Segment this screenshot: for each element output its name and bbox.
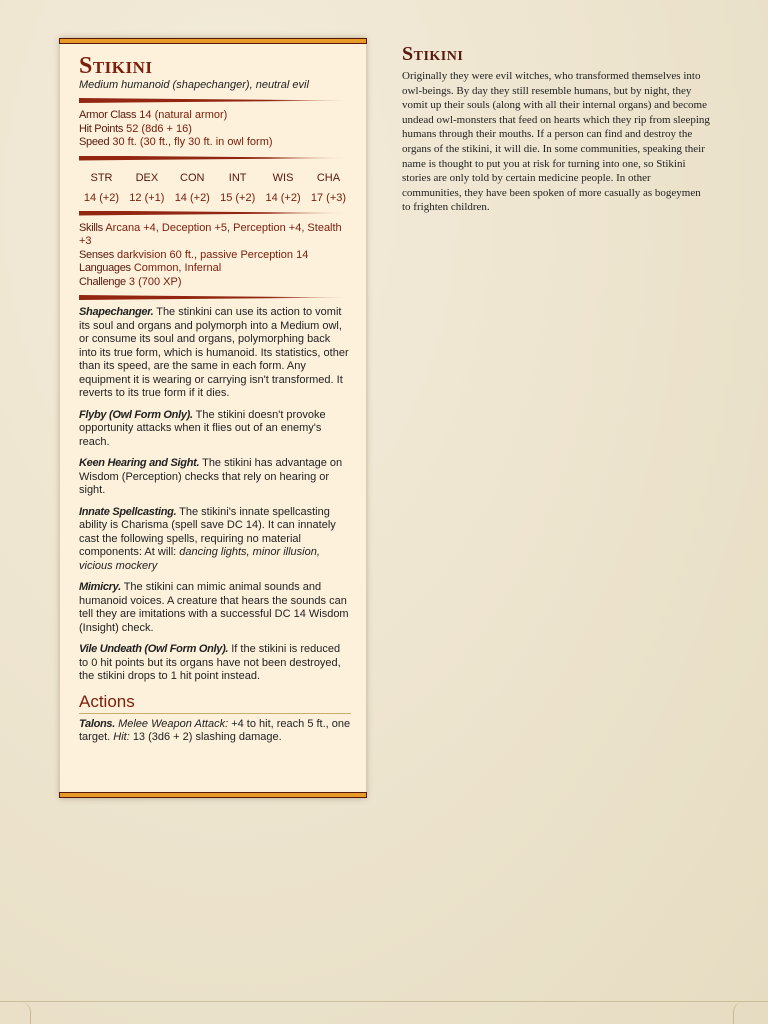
challenge: Challenge 3 (700 XP) — [79, 275, 182, 288]
trait-keen-senses: Keen Hearing and Sight. The stikini has advantage on Wisdom (Perception) checks that rely on hearing or sight. — [79, 457, 343, 496]
lore-title: Stikini — [402, 43, 464, 65]
ability-int: INT 15 (+2) — [220, 171, 256, 204]
armor-class: Armor Class 14 (natural armor) — [79, 109, 228, 121]
ability-con: CON 14 (+2) — [174, 171, 210, 204]
ability-str: STR 14 (+2) — [83, 171, 120, 204]
divider — [79, 295, 351, 300]
ability-scores — [79, 167, 351, 205]
ability-dex: DEX 12 (+1) — [129, 171, 165, 204]
skills: Skills Arcana +4, Deception +5, Perception +4, Stealth +3 — [79, 221, 342, 247]
ability-cha: CHA 17 (+3) — [310, 171, 347, 204]
senses: Senses darkvision 60 ft., passive Perception 14 — [79, 248, 309, 261]
lore-section — [402, 42, 712, 215]
divider — [79, 98, 351, 103]
trait-vile-undeath: Vile Undeath (Owl Form Only). If the stikini is reduced to 0 hit points but its organs have not been destroyed, the stikini drops to 1 hit point instead. — [79, 643, 341, 682]
footer-ornament-left — [14, 1002, 31, 1024]
speed: Speed 30 ft. (30 ft., fly 30 ft. in owl form) — [79, 136, 273, 148]
page-footer-border — [0, 1001, 768, 1024]
languages: Languages Common, Infernal — [79, 262, 222, 274]
footer-ornament-right — [733, 1002, 750, 1024]
divider — [79, 211, 351, 216]
trait-flyby: Flyby (Owl Form Only). The stikini doesn't provoke opportunity attacks when it flies out of an enemy's reach. — [79, 408, 326, 448]
actions-heading: Actions — [79, 692, 351, 714]
stat-block-top-bar — [59, 38, 367, 44]
ability-wis: WIS 14 (+2) — [265, 171, 301, 204]
creature-name: Stikini — [79, 53, 153, 79]
stat-block — [60, 38, 366, 798]
creature-type: Medium humanoid (shapechanger), neutral evil — [79, 79, 309, 91]
divider — [79, 156, 351, 161]
action-talons: Talons. Melee Weapon Attack: +4 to hit, reach 5 ft., one target. Hit: 13 (3d6 + 2) slashing damage. — [79, 717, 351, 743]
stat-block-bottom-bar — [59, 792, 367, 798]
trait-shapechanger: Shapechanger. The stinkini can use its action to vomit its soul and organs and polymorph into a Medium owl, or consume its soul and organs, polymorphing back into its true form, which is humanoid. Its statistics, other than its speed, are the same in each form. Any equipment it is wearing or carrying isn't transformed. It reverts to its true form if it dies. — [79, 306, 349, 399]
lore-text: Originally they were evil witches, who transformed themselves into owl-beings. By day they still resemble humans, but by night, they vomit up their souls (along with all their internal organs) and become undead owl-monsters that feed on hearts which they rip from sleeping humans through their mouths. If a person can find and destroy the organs of the stikini, it will die. In some communities, speaking their name is thought to put you at risk for turning into one, so Stikini stories are only told by certain medicine people. In other communities, they have been spoken of more casually as bogeymen to frighten children. — [402, 70, 710, 214]
trait-innate-spellcasting: Innate Spellcasting. The stikini's innate spellcasting ability is Charisma (spell save DC 14). It can innately cast the following spells, requiring no material components: At will: dancing lights, minor illusion, vicious mockery — [79, 505, 336, 572]
trait-mimicry: Mimicry. The stikini can mimic animal sounds and humanoid voices. A creature that hears the sounds can tell they are imitations with a successful DC 14 Wisdom (Insight) check. — [79, 581, 349, 634]
hit-points: Hit Points 52 (8d6 + 16) — [79, 122, 192, 135]
